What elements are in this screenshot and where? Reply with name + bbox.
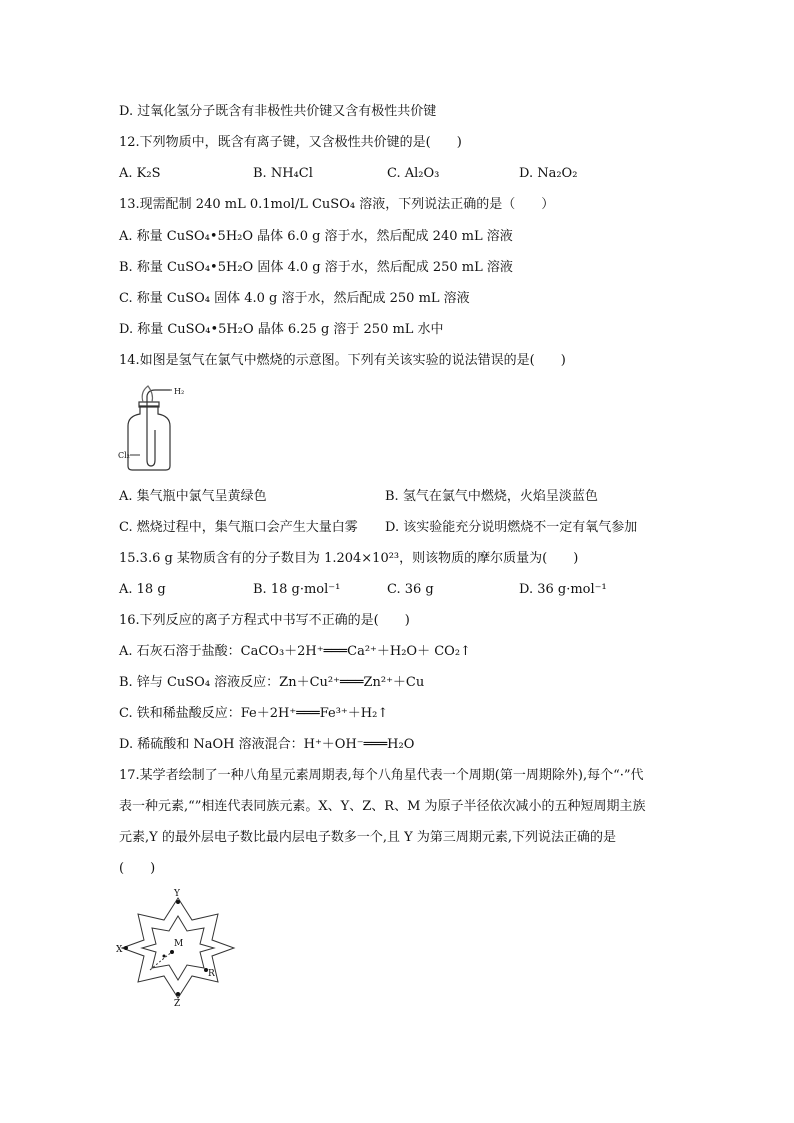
question-17-line1: 17.某学者绘制了一种八角星元素周期表,每个八角星代表一个周期(第一周期除外),每个“·”代: [119, 768, 644, 783]
q15-option-a: A. 18 g: [119, 582, 166, 597]
q14-option-d: D. 该实验能充分说明燃烧不一定有氧气参加: [385, 520, 638, 535]
q16-option-a: A. 石灰石溶于盐酸：CaCO₃＋2H⁺═══Ca²⁺＋H₂O＋ CO₂↑: [119, 644, 471, 659]
label-z: Z: [174, 999, 181, 1009]
q15-option-b: B. 18 g·mol⁻¹: [253, 582, 341, 597]
question-15: 15.3.6 g 某物质含有的分子数目为 1.204×10²³，则该物质的摩尔质量为( ): [119, 551, 579, 566]
question-14: 14.如图是氢气在氯气中燃烧的示意图。下列有关该实验的说法错误的是( ): [119, 353, 566, 368]
q11-option-d: D. 过氧化氢分子既含有非极性共价键又含有极性共价键: [119, 104, 437, 119]
q13-option-d: D. 称量 CuSO₄•5H₂O 晶体 6.25 g 溶于 250 mL 水中: [119, 322, 444, 337]
question-12: 12.下列物质中，既含有离子键，又含极性共价键的是( ): [119, 135, 462, 150]
q12-option-a: A. K₂S: [119, 166, 161, 181]
q12-option-b: B. NH₄Cl: [253, 166, 313, 181]
question-13: 13.现需配制 240 mL 0.1mol/L CuSO₄ 溶液，下列说法正确的是（ ）: [119, 197, 555, 212]
q14-option-c: C. 燃烧过程中，集气瓶口会产生大量白雾: [119, 520, 358, 535]
q14-option-b: B. 氢气在氯气中燃烧，火焰呈淡蓝色: [385, 489, 598, 504]
q13-option-a: A. 称量 CuSO₄•5H₂O 晶体 6.0 g 溶于水，然后配成 240 mL 溶液: [119, 229, 513, 244]
q14-figure: [118, 384, 198, 474]
q16-option-b: B. 锌与 CuSO₄ 溶液反应：Zn＋Cu²⁺═══Zn²⁺＋Cu: [119, 675, 425, 690]
q13-option-b: B. 称量 CuSO₄•5H₂O 固体 4.0 g 溶于水，然后配成 250 mL 溶液: [119, 260, 513, 275]
label-x: X: [116, 945, 123, 955]
q14-option-a: A. 集气瓶中氯气呈黄绿色: [119, 489, 267, 504]
question-17-line3: 元素,Y 的最外层电子数比最内层电子数多一个,且 Y 为第三周期元素,下列说法正确的是: [119, 830, 616, 845]
h2-label: H₂: [174, 387, 185, 396]
label-r: R: [208, 969, 215, 979]
q15-option-d: D. 36 g·mol⁻¹: [519, 582, 607, 597]
label-m: M: [174, 939, 184, 949]
question-17-line2: 表一种元素,“”相连代表同族元素。X、Y、Z、R、M 为原子半径依次减小的五种短周期主族: [119, 799, 646, 814]
q15-option-c: C. 36 g: [387, 582, 434, 597]
cl2-label: Cl₂: [118, 451, 130, 460]
q16-option-d: D. 稀硫酸和 NaOH 溶液混合：H⁺＋OH⁻═══H₂O: [119, 737, 415, 752]
q13-option-c: C. 称量 CuSO₄ 固体 4.0 g 溶于水，然后配成 250 mL 溶液: [119, 291, 470, 306]
q12-option-c: C. Al₂O₃: [387, 166, 440, 181]
q12-option-d: D. Na₂O₂: [519, 166, 578, 181]
label-y: Y: [174, 889, 180, 899]
question-17-line4: ( ): [119, 861, 156, 876]
question-16: 16.下列反应的离子方程式中书写不正确的是( ): [119, 613, 410, 628]
q17-star-figure: [116, 886, 240, 1010]
q16-option-c: C. 铁和稀盐酸反应：Fe＋2H⁺═══Fe³⁺＋H₂↑: [119, 706, 389, 721]
